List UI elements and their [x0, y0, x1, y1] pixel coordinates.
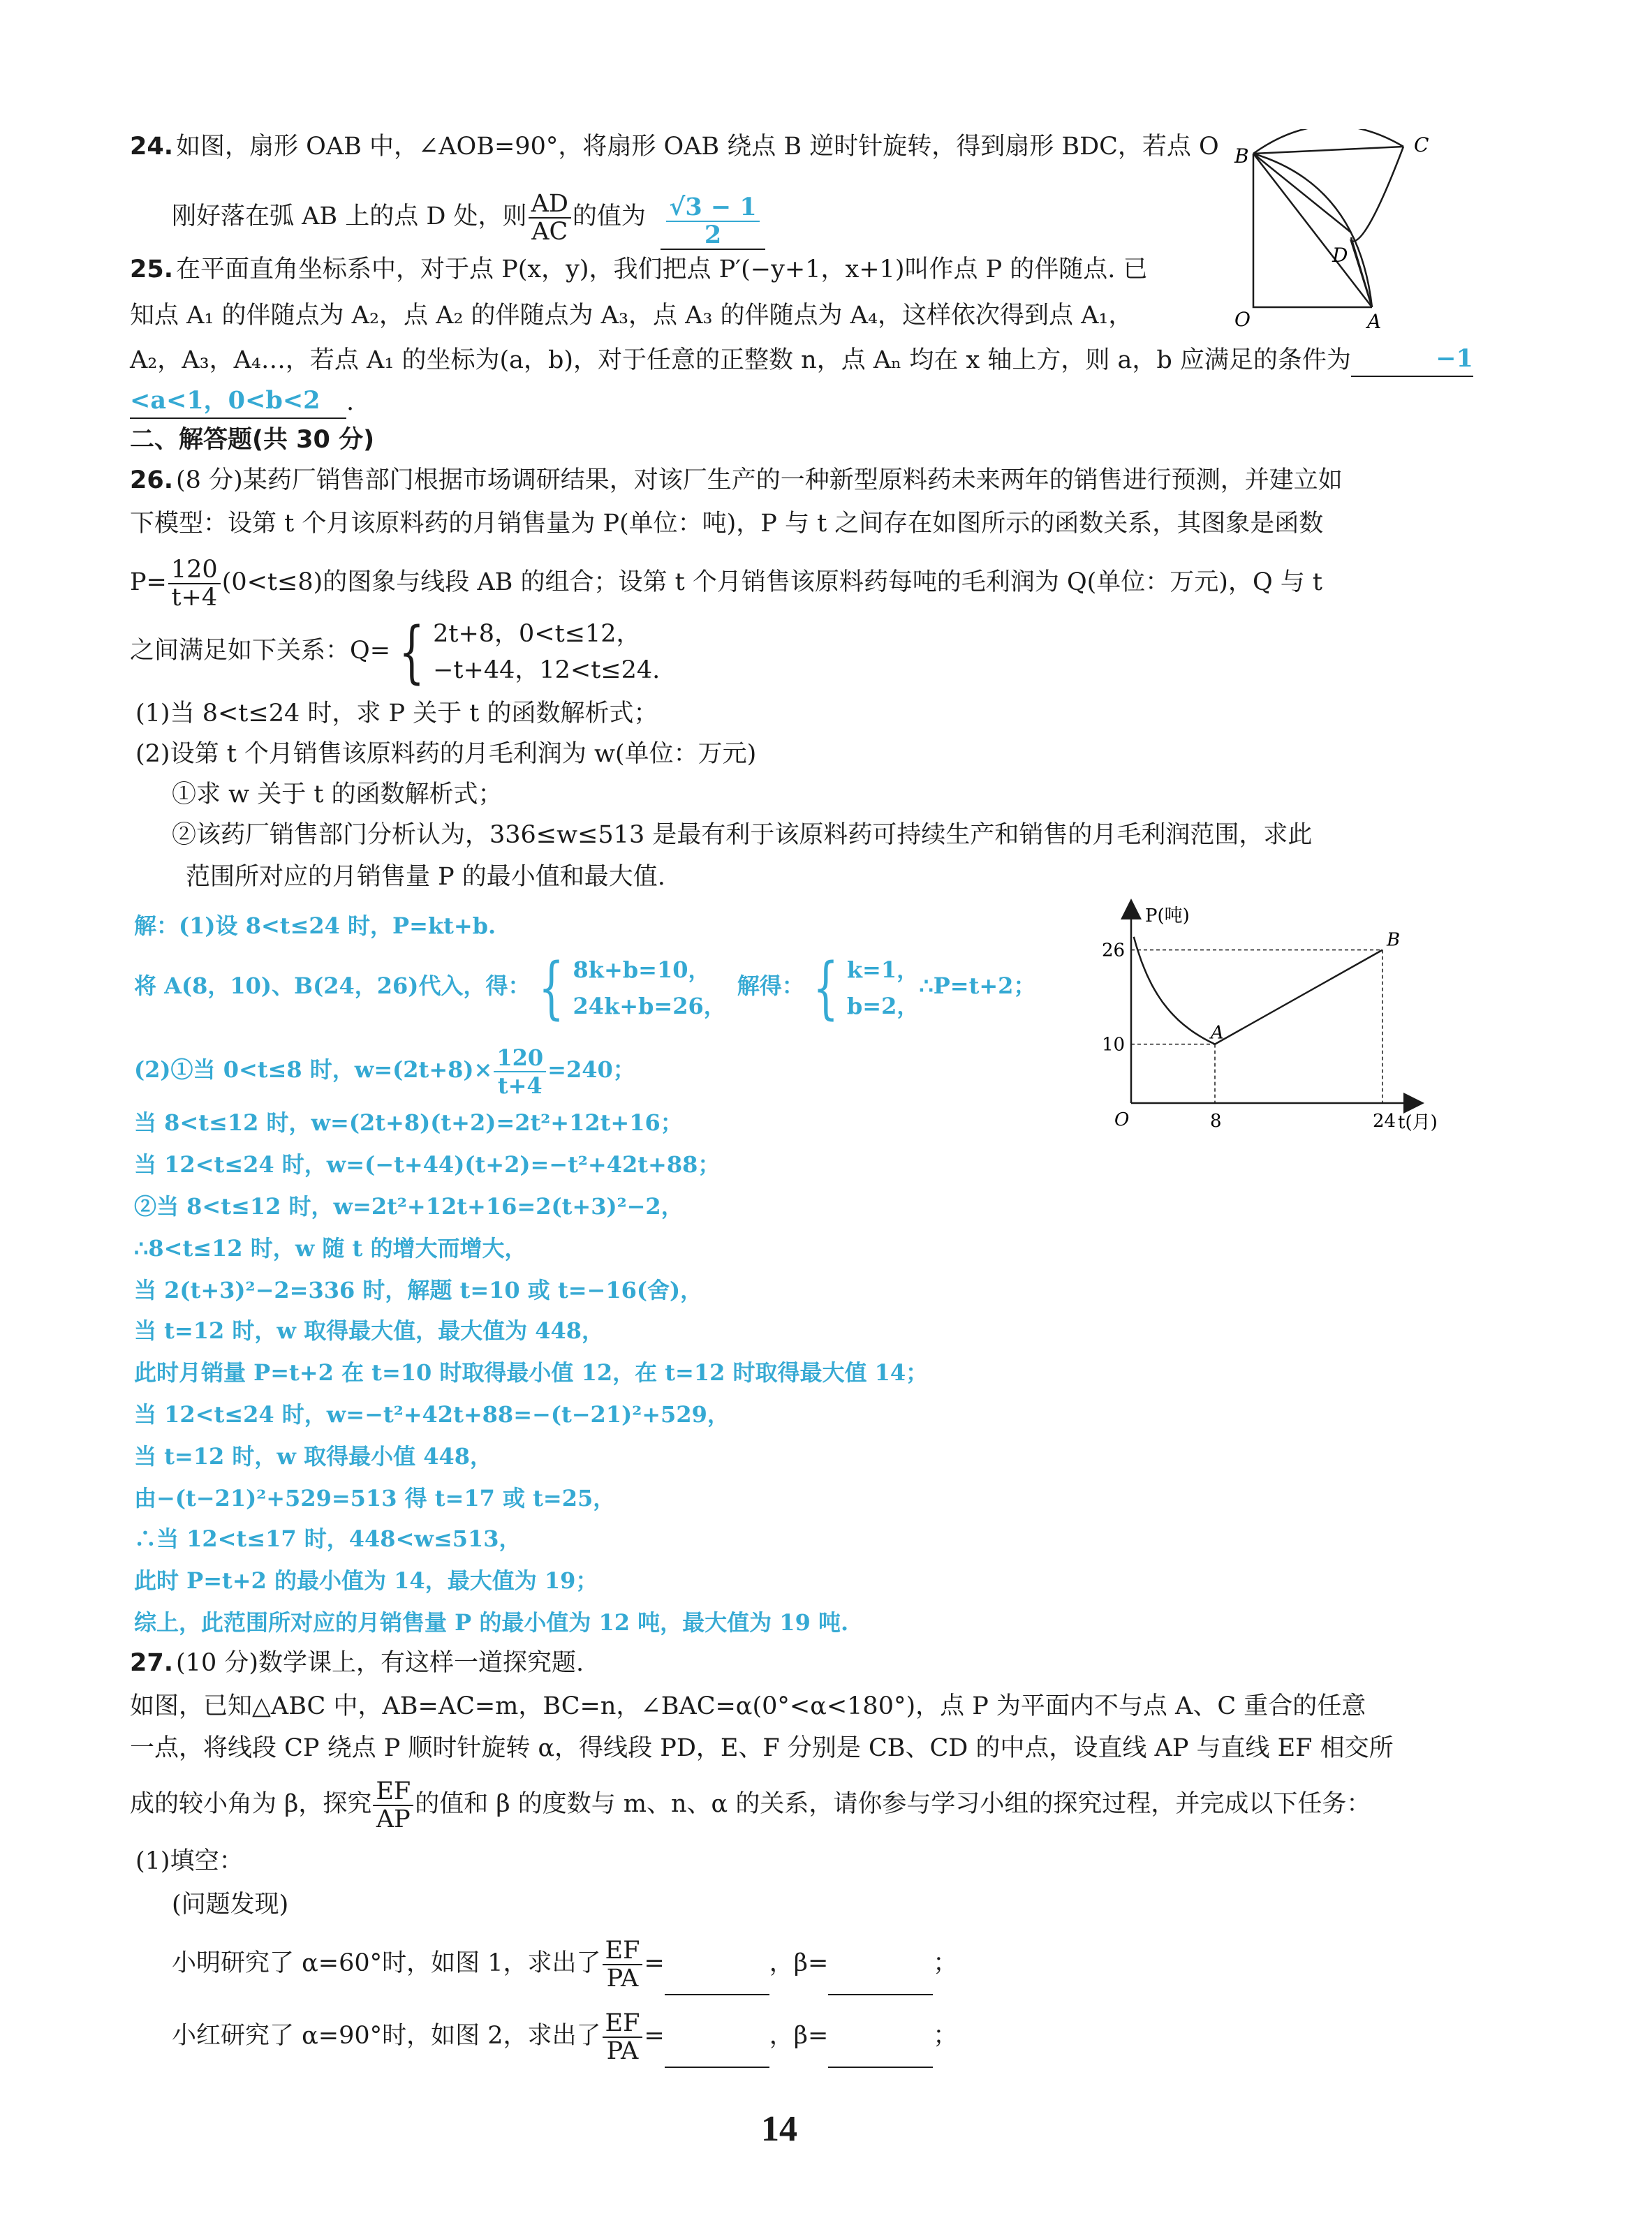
q27-line4: 成的较小角为 β，探究 $\frac{EF}{AP}$ 的值和 β 的度数与 m、n、α 的关系，请你参与学习小组的探究过程，并完成以下任务：	[130, 1777, 1371, 1833]
q26-number: 26.	[130, 466, 174, 494]
q27-xiaoming: 小明研究了 α=60°时，如图 1，求出了 $\frac{EF}{PA}$ = ，β= ；	[172, 1931, 957, 1995]
q26-q-eq: 之间满足如下关系：Q=	[130, 637, 391, 665]
q26-p-eq: P=	[130, 568, 167, 596]
q27-line2: 如图，已知△ABC 中，AB=AC=m，BC=n，∠BAC=α(0°<α<180°)，点 P 为平面内不与点 A、C 重合的任意	[130, 1692, 1366, 1720]
q24-label-a: A	[1367, 310, 1382, 332]
x-tick-8: 8	[1210, 1111, 1222, 1132]
q24-answer: $\frac{√3 - 1}{2}$	[666, 194, 759, 249]
q26-sol-16: 综上，此范围所对应的月销售量 P 的最小值为 12 吨，最大值为 19 吨.	[134, 1609, 849, 1636]
q24-arc-dc	[1351, 147, 1403, 307]
q24-segment-ba	[1253, 154, 1372, 307]
q27-problem-discovery: (问题发现)	[172, 1891, 289, 1919]
q24-fraction: $\frac{AD}{AC}$	[529, 191, 571, 245]
q25-end: .	[346, 388, 355, 416]
q25-number: 25.	[130, 256, 174, 283]
q27-xiaohong: 小红研究了 α=90°时，如图 2，求出了 $\frac{EF}{PA}$ = ，β= ；	[172, 2004, 957, 2068]
q25-line2: 知点 A₁ 的伴随点为 A₂，点 A₂ 的伴随点为 A₃，点 A₃ 的伴随点为 A₄，这样依次得到点 A₁，	[130, 302, 1133, 330]
q26-line1	[130, 464, 1343, 497]
point-label-a: A	[1211, 1022, 1224, 1044]
q26-sol-9: 当 t=12 时，w 取得最大值，最大值为 448，	[134, 1317, 605, 1344]
q27-line1	[130, 1646, 584, 1680]
q24-segment-da	[1351, 237, 1372, 307]
q26-sol-14: ∴当 12<t≤17 时，448<w≤513，	[134, 1525, 522, 1552]
q26-sol-7: ∴8<t≤12 时，w 随 t 的增大而增大，	[134, 1235, 527, 1262]
q25-text1: 在平面直角坐标系中，对于点 P(x，y)，我们把点 P′(−y+1，x+1)叫作点 P 的伴随点. 已	[176, 256, 1148, 283]
q26-line3	[130, 550, 1322, 614]
q27-xiaoming-blank-beta[interactable]	[828, 1965, 933, 1995]
q26-sol-12: 当 t=12 时，w 取得最小值 448，	[134, 1443, 493, 1470]
q24-label-o: O	[1234, 308, 1251, 331]
q26-sol-15: 此时 P=t+2 的最小值为 14，最大值为 19；	[134, 1567, 598, 1594]
x-tick-24: 24	[1373, 1111, 1396, 1132]
q24-segment-bd	[1253, 154, 1351, 232]
q26-sol-10: 此时月销量 P=t+2 在 t=10 时取得最小值 12，在 t=12 时取得最大值 14；	[134, 1359, 929, 1386]
q24-label-d: D	[1332, 244, 1348, 267]
q25-line3	[130, 342, 1473, 377]
q27-line3: 一点，将线段 CP 绕点 P 顺时针旋转 α，得线段 PD，E、F 分别是 CB、CD 的中点，设直线 AP 与直线 EF 相交所	[130, 1734, 1394, 1762]
point-label-b: B	[1387, 929, 1401, 951]
q24-line2	[172, 183, 765, 250]
q26-q-cases: { 2t+8，0<t≤12， −t+44，12<t≤24.	[399, 612, 661, 691]
q25-line1	[130, 253, 1148, 286]
q26-sol-8: 当 2(t+3)²−2=336 时，解题 t=10 或 t=−16(舍)，	[134, 1277, 703, 1303]
page-number: 14	[761, 2109, 797, 2149]
y-axis-label: P(吨)	[1145, 906, 1190, 926]
q26-text3: (0<t≤8)的图象与线段 AB 的组合；设第 t 个月销售该原料药每吨的毛利润为 Q(单位：万元)，Q 与 t	[221, 568, 1322, 596]
q25-text3: A₂，A₃，A₄…，若点 A₁ 的坐标为(a，b)，对于任意的正整数 n，点 Aₙ 均在 x 轴上方，则 a，b 应满足的条件为	[130, 346, 1351, 374]
q26-part2b-line1: ②该药厂销售部门分析认为，336≤w≤513 是最有利于该原料药可持续生产和销售的月毛利润范围，求此	[172, 821, 1313, 849]
q26-line4	[130, 612, 661, 691]
q26-sol-6: ②当 8<t≤12 时，w=2t²+12t+16=2(t+3)²−2，	[134, 1193, 684, 1220]
q26-sol-1: 解：(1)设 8<t≤24 时，P=kt+b.	[134, 912, 496, 939]
q24-segment-bc	[1253, 147, 1403, 154]
q26-sol-13: 由−(t−21)²+529=513 得 t=17 或 t=25，	[134, 1485, 616, 1512]
y-tick-26: 26	[1102, 940, 1126, 961]
q25-answer-part2: <a<1，0<b<2	[130, 384, 346, 419]
x-axis-label: t(月)	[1398, 1112, 1438, 1133]
q27-xiaohong-blank-ratio[interactable]	[665, 2037, 769, 2068]
q24-label-c: C	[1414, 133, 1429, 156]
q26-sol-2: 将 A(8，10)、B(24，26)代入，得： { 8k+b=10， 24k+b=26， 解得： { k=1， b=2， ∴P=t+2；	[134, 948, 1036, 1027]
q26-sol-4: 当 8<t≤12 时，w=(2t+8)(t+2)=2t²+12t+16；	[134, 1109, 683, 1136]
q24-text2: 刚好落在弧 AB 上的点 D 处，则	[172, 202, 527, 230]
y-tick-10: 10	[1102, 1034, 1126, 1056]
q25-answer-part1: −1	[1351, 342, 1473, 377]
q24-label-b: B	[1234, 145, 1249, 168]
q26-sol-5: 当 12<t≤24 时，w=(−t+44)(t+2)=−t²+42t+88；	[134, 1151, 721, 1178]
section-2-heading: 二、解答题(共 30 分)	[130, 426, 375, 454]
q27-xiaohong-blank-beta[interactable]	[828, 2037, 933, 2068]
q27-part1: (1)填空：	[135, 1847, 244, 1875]
q26-sol-3: (2)①当 0<t≤8 时，w=(2t+8)× $\frac{120}{t+4}$ =240；	[134, 1044, 635, 1099]
q24-answer-blank	[661, 194, 765, 250]
q26-part2b-line2: 范围所对应的月销售量 P 的最小值和最大值.	[186, 863, 665, 891]
q26-part1: (1)当 8<t≤24 时，求 P 关于 t 的函数解析式；	[135, 700, 658, 727]
q27-xiaoming-blank-ratio[interactable]	[665, 1965, 769, 1995]
q26-fraction: $\frac{120}{t+4}$	[168, 556, 221, 611]
q27-text1: (10 分)数学课上，有这样一道探究题.	[176, 1649, 584, 1677]
q26-chart	[1075, 894, 1438, 1145]
q26-line2: 下模型：设第 t 个月该原料药的月销售量为 P(单位：吨)，P 与 t 之间存在如图所示的函数关系，其图象是函数	[130, 510, 1324, 538]
q24-text3: 的值为	[572, 202, 646, 230]
q24-line1	[130, 130, 1219, 163]
q24-figure	[1215, 129, 1452, 332]
q24-number: 24.	[130, 133, 174, 161]
q27-number: 27.	[130, 1649, 174, 1677]
segment-ab	[1215, 950, 1382, 1044]
origin-label: O	[1114, 1109, 1130, 1130]
q26-part2a: ①求 w 关于 t 的函数解析式；	[172, 781, 503, 808]
q24-text1: 如图，扇形 OAB 中，∠AOB=90°，将扇形 OAB 绕点 B 逆时针旋转，得到扇形 BDC，若点 O	[176, 133, 1219, 161]
q26-text1: (8 分)某药厂销售部门根据市场调研结果，对该厂生产的一种新型原料药未来两年的销售进行预测，并建立如	[176, 466, 1343, 494]
q26-part2: (2)设第 t 个月销售该原料药的月毛利润为 w(单位：万元)	[135, 740, 757, 768]
q26-sol-11: 当 12<t≤24 时，w=−t²+42t+88=−(t−21)²+529，	[134, 1401, 730, 1428]
curve-p-120-over-t-plus-4	[1134, 937, 1215, 1044]
q25-line4	[130, 384, 354, 419]
